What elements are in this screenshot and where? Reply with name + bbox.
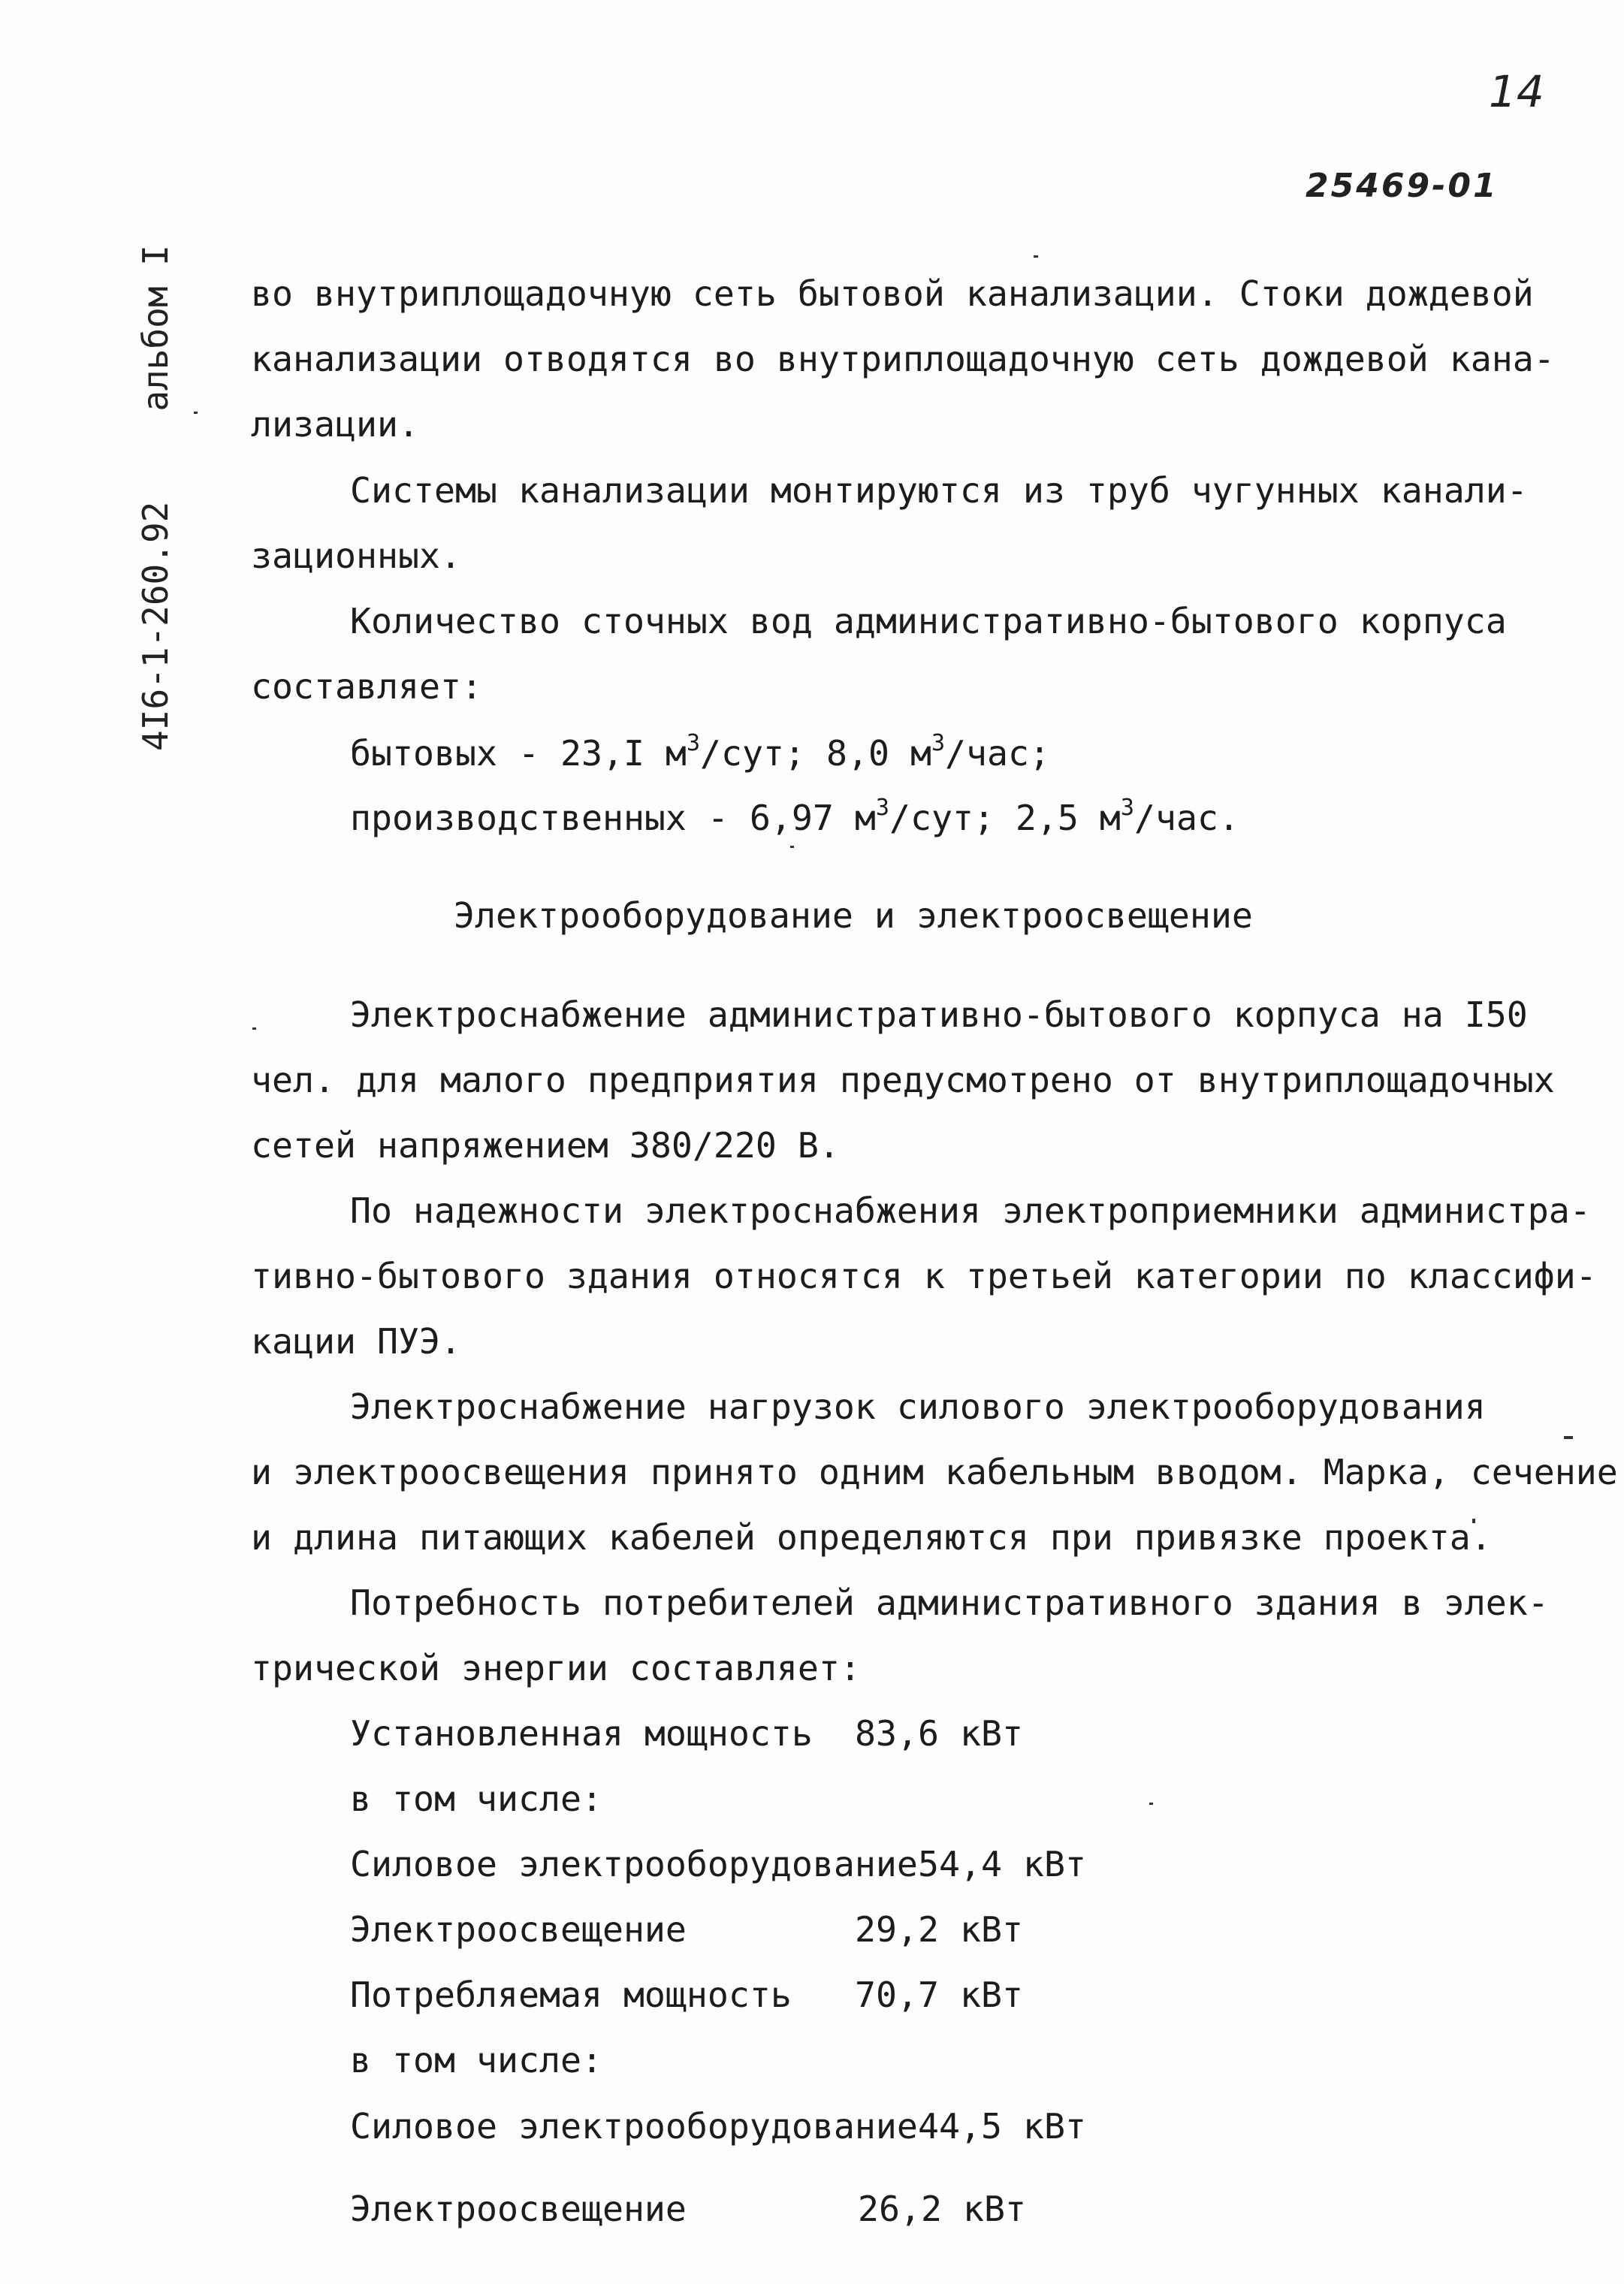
consumed-power-label: Потребляемая мощность (350, 1975, 792, 2015)
text-line: чел. для малого предприятия предусмотрено от внутриплощадочных (251, 1060, 1555, 1100)
text-line: Количество сточных вод административно-бытового корпуса (350, 601, 1507, 641)
text-line: кации ПУЭ. (251, 1321, 461, 1362)
installed-power-value: 83,6 кВт (855, 1713, 1023, 1754)
including-label: в том числе: (350, 2040, 602, 2080)
text-line: тивно-бытового здания относятся к третьей категории по классифи- (251, 1256, 1597, 1296)
lighting-label: Электроосвещение (350, 2189, 687, 2229)
side-label (135, 245, 176, 751)
scan-speck (1034, 255, 1038, 258)
lighting-value: 29,2 кВт (855, 1909, 1023, 1950)
text-line: Потребность потребителей административного здания в элек- (350, 1583, 1549, 1623)
text-line: составляет: (251, 666, 482, 707)
scan-speck (1564, 1436, 1573, 1439)
section-heading: Электрооборудование и электроосвещение (454, 895, 1253, 936)
text-line: По надежности электроснабжения электроприемники администра- (350, 1190, 1591, 1231)
industrial-flow-line: производственных - 6,97 $м^3$/сут; 2,5 $м^3$/час. (350, 795, 1239, 838)
household-flow-line: бытовых - 23,I $м^3$/сут; 8,0 $м^3$/час; (350, 730, 1050, 774)
series-code: 4I6-1-260.92 (135, 501, 176, 751)
scan-speck (1149, 1803, 1153, 1805)
text-line: Системы канализации монтируются из труб чугунных канали- (350, 470, 1528, 511)
page-number: 14 (1489, 66, 1544, 117)
power-equipment-label: Силовое электрооборудование (350, 1844, 918, 1884)
installed-power-label: Установленная мощность (350, 1713, 813, 1754)
lighting-label: Электроосвещение (350, 1909, 687, 1950)
text-line: сетей напряжением 380/220 В. (251, 1125, 840, 1166)
text-line: и длина питающих кабелей определяются при привязке проекта. (251, 1517, 1492, 1558)
document-code: 25469-01 (1306, 167, 1499, 205)
consumed-power-value: 70,7 кВт (855, 1975, 1023, 2015)
text-line: канализации отводятся во внутриплощадочную сеть дождевой кана- (251, 339, 1555, 379)
text-line: зационных. (251, 536, 461, 576)
text-line: Электроснабжение нагрузок силового электрооборудования (350, 1386, 1486, 1427)
scan-speck (194, 412, 198, 414)
power-equipment-label: Силовое электрооборудование (350, 2106, 918, 2147)
scan-speck (790, 846, 794, 848)
power-equipment-value: 54,4 кВт (918, 1844, 1086, 1884)
scan-speck (252, 1027, 256, 1030)
text-line: во внутриплощадочную сеть бытовой канализации. Стоки дождевой (251, 273, 1534, 314)
text-line: Электроснабжение административно-бытового корпуса на I50 (350, 994, 1528, 1035)
including-label: в том числе: (350, 1779, 602, 1819)
lighting-value: 26,2 кВт (858, 2189, 1026, 2229)
album-label: альбом I (135, 245, 176, 412)
text-line: лизации. (251, 404, 419, 445)
power-equipment-value: 44,5 кВт (918, 2106, 1086, 2147)
text-line: трической энергии составляет: (251, 1648, 861, 1688)
text-line: и электроосвещения принято одним кабельным вводом. Марка, сечение (251, 1452, 1618, 1492)
